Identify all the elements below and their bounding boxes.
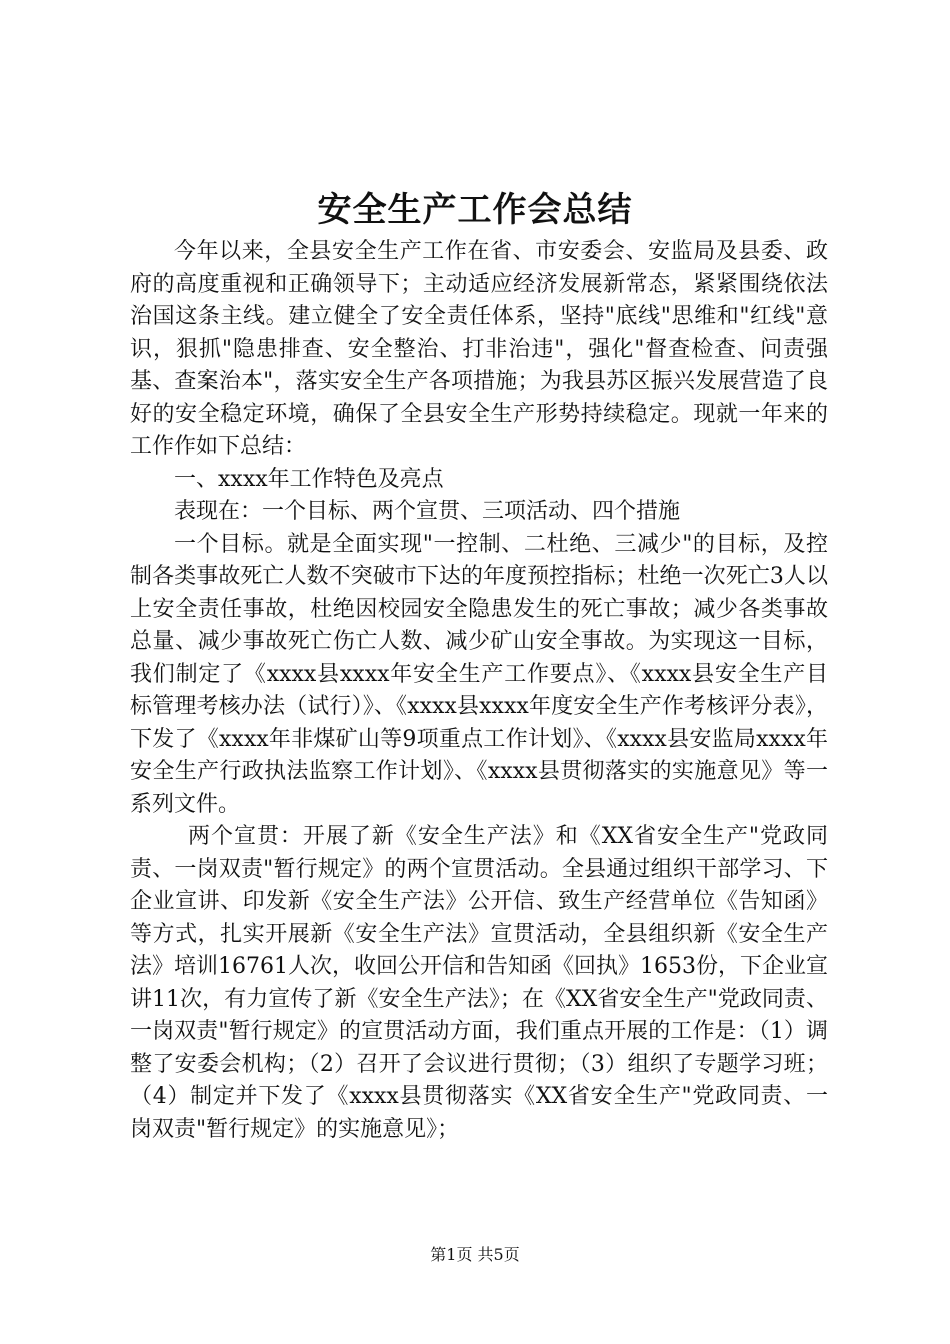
paragraph-one-goal: 一个目标。就是全面实现"一控制、二杜绝、三减少"的目标，及控制各类事故死亡人数不突破市下达的年度预控指标；杜绝一次死亡3人以上安全责任事故，杜绝因校园安全隐患发生的死亡事故；减少各类事故总量、减少事故死亡伤亡人数、减少矿山安全事故。为实现这一目标，我们制定了《xxxx县xxxx年安全生产工作要点》、《xxxx县安全生产目标管理考核办法（试行）》、《xxxx县xxxx年度安全生产作考核评分表》，下发了《xxxx年非煤矿山等9项重点工作计划》、《xxxx县安监局xxxx年安全生产行政执法监察工作计划》、《xxxx县贯彻落实的实施意见》等一系列文件。	[130, 531, 828, 817]
section-heading: 一、xxxx年工作特色及亮点	[174, 466, 444, 492]
document-body	[130, 236, 828, 1146]
paragraph-two-campaigns: 两个宣贯：开展了新《安全生产法》和《XX省安全生产"党政同责、一岗双责"暂行规定》的两个宣贯活动。全县通过组织干部学习、下企业宣讲、印发新《安全生产法》公开信、致生产经营单位《告知函》等方式，扎实开展新《安全生产法》宣贯活动，全县组织新《安全生产法》培训16761人次，收回公开信和告知函《回执》1653份，下企业宣讲11次，有力宣传了新《安全生产法》；在《XX省安全生产"党政同责、一岗双责"暂行规定》的宣贯活动方面，我们重点开展的工作是：（1）调整了安委会机构；（2）召开了会议进行贯彻；（3）组织了专题学习班；（4）制定并下发了《xxxx县贯彻落实《XX省安全生产"党政同责、一岗双责"暂行规定》的实施意见》；	[130, 824, 828, 1142]
page-footer: 第1页 共5页	[430, 1245, 520, 1264]
paragraph-overview: 表现在：一个目标、两个宣贯、三项活动、四个措施	[174, 499, 681, 524]
paragraph-intro: 今年以来，全县安全生产工作在省、市安委会、安监局及县委、政府的高度重视和正确领导下；主动适应经济发展新常态，紧紧围绕依法治国这条主线。建立健全了安全责任体系，坚持"底线"思维和"红线"意识，狠抓"隐患排查、安全整治、打非治违"，强化"督查检查、问责强基、查案治本"，落实安全生产各项措施；为我县苏区振兴发展营造了良好的安全稳定环境，确保了全县安全生产形势持续稳定。现就一年来的工作作如下总结：	[130, 239, 828, 459]
document-title: 安全生产工作会总结	[317, 190, 633, 230]
